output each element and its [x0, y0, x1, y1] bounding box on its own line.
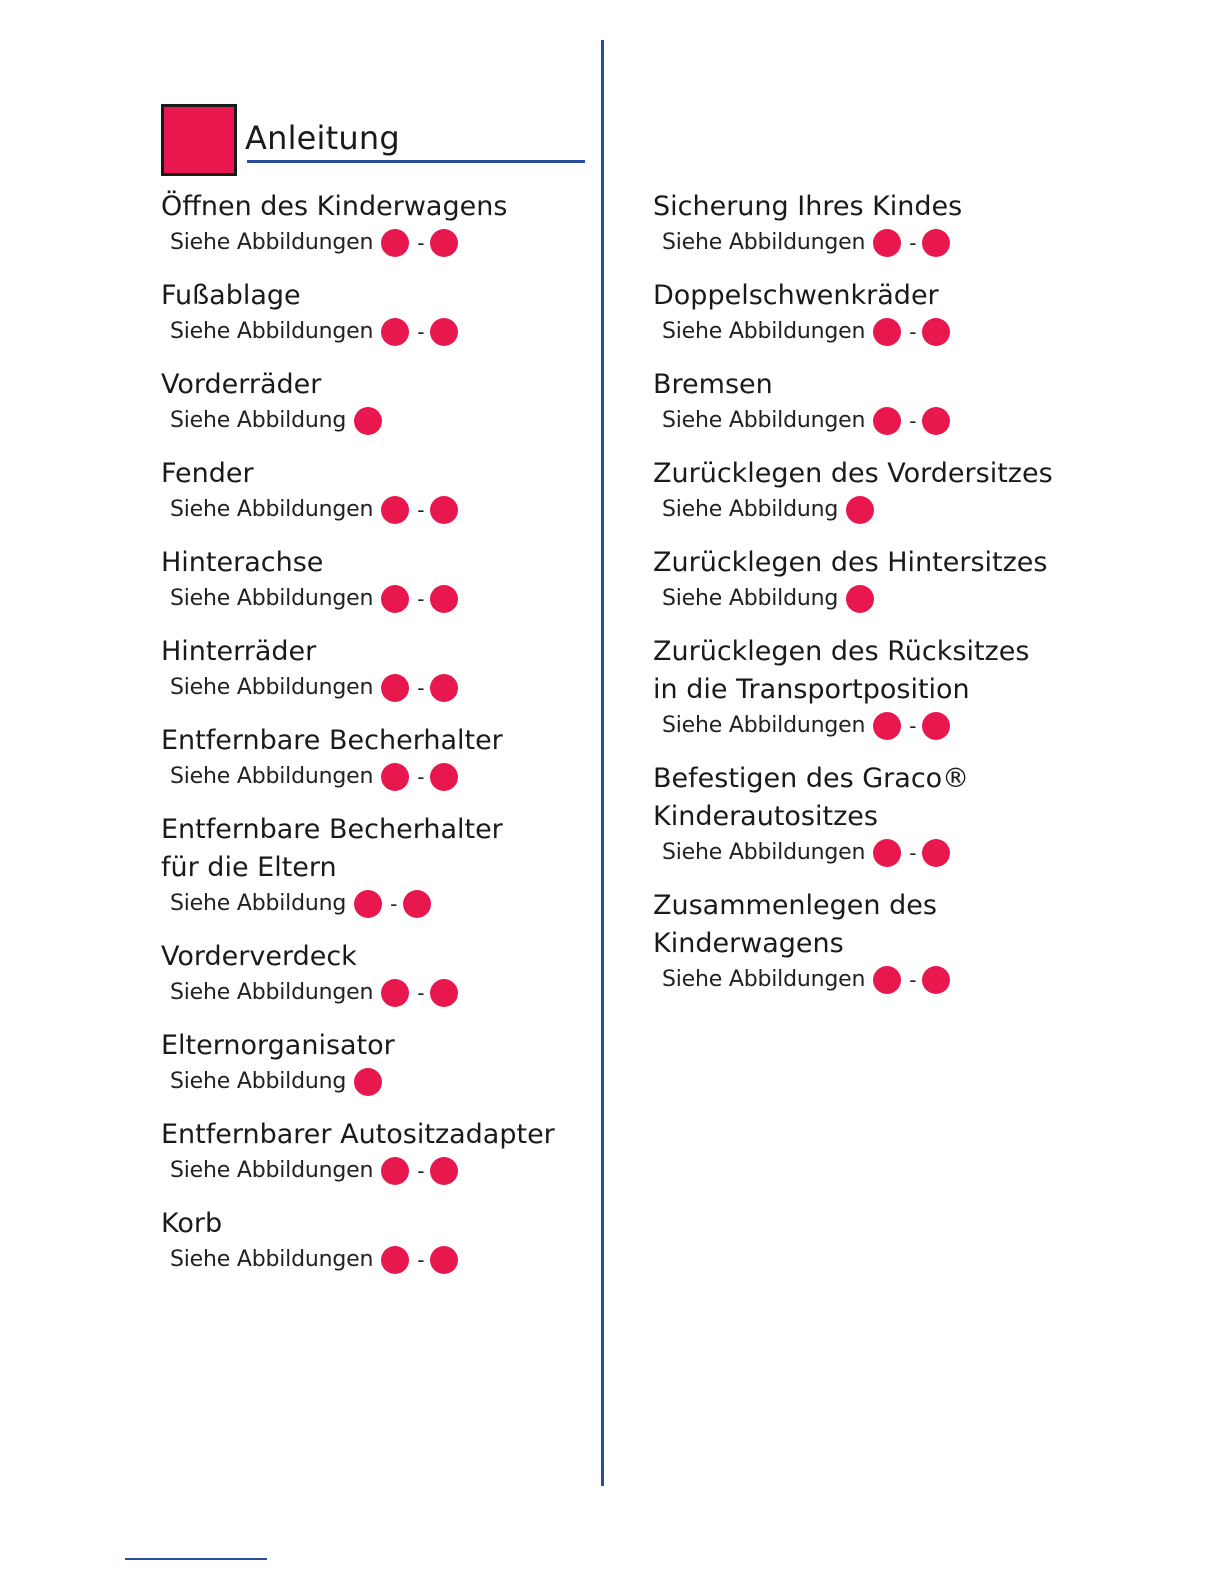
figure-label: Siehe Abbildungen — [662, 967, 866, 992]
instruction-item — [653, 633, 1029, 743]
instruction-item — [161, 544, 458, 616]
item-title: Fußablage — [161, 280, 301, 311]
figure-dot-icon — [430, 318, 458, 346]
page-title: Anleitung — [245, 119, 400, 157]
figure-label: Siehe Abbildungen — [662, 230, 866, 255]
range-dash: - — [417, 320, 425, 344]
figure-dot-icon — [873, 712, 901, 740]
item-title: Vorderverdeck — [161, 941, 357, 972]
figure-reference — [170, 493, 458, 527]
instruction-item — [653, 277, 950, 349]
instruction-item — [653, 760, 969, 870]
figure-dot-icon — [430, 979, 458, 1007]
figure-label: Siehe Abbildungen — [662, 319, 866, 344]
range-dash: - — [909, 320, 917, 344]
figure-label: Siehe Abbildungen — [662, 408, 866, 433]
item-title: Entfernbarer Autositzadapter — [161, 1119, 555, 1150]
item-title: Bremsen — [653, 369, 773, 400]
figure-reference — [662, 963, 950, 997]
range-dash: - — [417, 587, 425, 611]
figure-dot-icon — [922, 712, 950, 740]
range-dash: - — [417, 765, 425, 789]
item-title: Entfernbare Becherhalter — [161, 725, 503, 756]
figure-dot-icon — [381, 229, 409, 257]
figure-label: Siehe Abbildungen — [170, 1247, 374, 1272]
figure-dot-icon — [922, 229, 950, 257]
figure-label: Siehe Abbildung — [170, 1069, 347, 1094]
figure-dot-icon — [430, 674, 458, 702]
item-title-line-2: in die Transportposition — [653, 674, 970, 705]
range-dash: - — [909, 841, 917, 865]
item-title: Fender — [161, 458, 254, 489]
figure-dot-icon — [922, 966, 950, 994]
figure-dot-icon — [873, 407, 901, 435]
figure-dot-icon — [381, 585, 409, 613]
figure-dot-icon — [381, 318, 409, 346]
figure-dot-icon — [354, 890, 382, 918]
figure-dot-icon — [381, 979, 409, 1007]
range-dash: - — [909, 409, 917, 433]
figure-dot-icon — [381, 674, 409, 702]
range-dash: - — [417, 1159, 425, 1183]
column-divider — [601, 40, 604, 1486]
instruction-item — [161, 366, 382, 438]
instruction-item — [161, 1116, 555, 1188]
instruction-item — [161, 455, 458, 527]
figure-dot-icon — [381, 496, 409, 524]
item-title: Öffnen des Kinderwagens — [161, 191, 508, 222]
figure-dot-icon — [873, 318, 901, 346]
figure-dot-icon — [846, 496, 874, 524]
range-dash: - — [417, 981, 425, 1005]
figure-reference — [662, 709, 1029, 743]
figure-reference — [170, 1154, 555, 1188]
figure-label: Siehe Abbildungen — [170, 230, 374, 255]
red-square-marker — [161, 104, 237, 176]
instruction-item — [161, 1027, 395, 1099]
figure-dot-icon — [354, 1068, 382, 1096]
range-dash: - — [417, 498, 425, 522]
item-title: Hinterachse — [161, 547, 324, 578]
range-dash: - — [909, 968, 917, 992]
figure-reference — [170, 404, 382, 438]
figure-label: Siehe Abbildungen — [170, 586, 374, 611]
figure-reference — [170, 1065, 395, 1099]
instruction-item — [653, 188, 962, 260]
section-header — [161, 104, 585, 176]
figure-reference — [662, 836, 969, 870]
range-dash: - — [909, 714, 917, 738]
instruction-item — [161, 938, 458, 1010]
footer-rule — [125, 1558, 267, 1560]
figure-label: Siehe Abbildungen — [170, 319, 374, 344]
figure-dot-icon — [430, 1246, 458, 1274]
figure-reference — [170, 976, 458, 1010]
figure-label: Siehe Abbildungen — [170, 1158, 374, 1183]
item-title: Korb — [161, 1208, 223, 1239]
range-dash: - — [390, 892, 398, 916]
instruction-item — [161, 722, 503, 794]
figure-dot-icon — [381, 763, 409, 791]
figure-reference — [662, 582, 1047, 616]
item-title: Befestigen des Graco® — [653, 763, 970, 794]
figure-dot-icon — [354, 407, 382, 435]
figure-reference — [170, 671, 458, 705]
instruction-item — [653, 366, 950, 438]
figure-label: Siehe Abbildungen — [170, 497, 374, 522]
item-title: Zusammenlegen des — [653, 890, 937, 921]
figure-label: Siehe Abbildung — [662, 586, 839, 611]
figure-dot-icon — [430, 496, 458, 524]
item-title: Zurücklegen des Rücksitzes — [653, 636, 1030, 667]
range-dash: - — [417, 1248, 425, 1272]
figure-dot-icon — [381, 1246, 409, 1274]
range-dash: - — [417, 231, 425, 255]
figure-reference — [170, 760, 503, 794]
item-title: Zurücklegen des Vordersitzes — [653, 458, 1053, 489]
figure-reference — [662, 226, 962, 260]
figure-dot-icon — [922, 407, 950, 435]
figure-reference — [170, 315, 458, 349]
item-title: Sicherung Ihres Kindes — [653, 191, 963, 222]
item-title: Elternorganisator — [161, 1030, 395, 1061]
figure-label: Siehe Abbildungen — [662, 840, 866, 865]
instruction-item — [161, 811, 503, 921]
figure-label: Siehe Abbildung — [170, 408, 347, 433]
figure-dot-icon — [403, 890, 431, 918]
figure-reference — [662, 315, 950, 349]
item-title: Hinterräder — [161, 636, 317, 667]
figure-reference — [170, 226, 507, 260]
instruction-item — [653, 887, 950, 997]
figure-dot-icon — [430, 763, 458, 791]
figure-dot-icon — [873, 229, 901, 257]
figure-reference — [662, 404, 950, 438]
figure-dot-icon — [430, 229, 458, 257]
item-title: Entfernbare Becherhalter — [161, 814, 503, 845]
figure-reference — [170, 1243, 458, 1277]
figure-reference — [662, 493, 1053, 527]
figure-label: Siehe Abbildungen — [662, 713, 866, 738]
instruction-item — [653, 455, 1053, 527]
instruction-item — [161, 188, 507, 260]
figure-dot-icon — [873, 966, 901, 994]
figure-reference — [170, 582, 458, 616]
item-title: Zurücklegen des Hintersitzes — [653, 547, 1048, 578]
instruction-item — [161, 1205, 458, 1277]
instruction-item — [653, 544, 1047, 616]
figure-dot-icon — [922, 318, 950, 346]
figure-dot-icon — [873, 839, 901, 867]
figure-label: Siehe Abbildung — [170, 891, 347, 916]
figure-reference — [170, 887, 503, 921]
figure-label: Siehe Abbildungen — [170, 764, 374, 789]
item-title-line-2: Kinderautositzes — [653, 801, 878, 832]
figure-dot-icon — [430, 1157, 458, 1185]
item-title-line-2: für die Eltern — [161, 852, 337, 883]
item-title-line-2: Kinderwagens — [653, 928, 844, 959]
header-underline — [247, 160, 585, 163]
figure-label: Siehe Abbildungen — [170, 980, 374, 1005]
range-dash: - — [417, 676, 425, 700]
figure-label: Siehe Abbildungen — [170, 675, 374, 700]
item-title: Doppelschwenkräder — [653, 280, 939, 311]
instruction-item — [161, 633, 458, 705]
range-dash: - — [909, 231, 917, 255]
figure-label: Siehe Abbildung — [662, 497, 839, 522]
item-title: Vorderräder — [161, 369, 322, 400]
figure-dot-icon — [846, 585, 874, 613]
figure-dot-icon — [381, 1157, 409, 1185]
instruction-item — [161, 277, 458, 349]
figure-dot-icon — [922, 839, 950, 867]
figure-dot-icon — [430, 585, 458, 613]
